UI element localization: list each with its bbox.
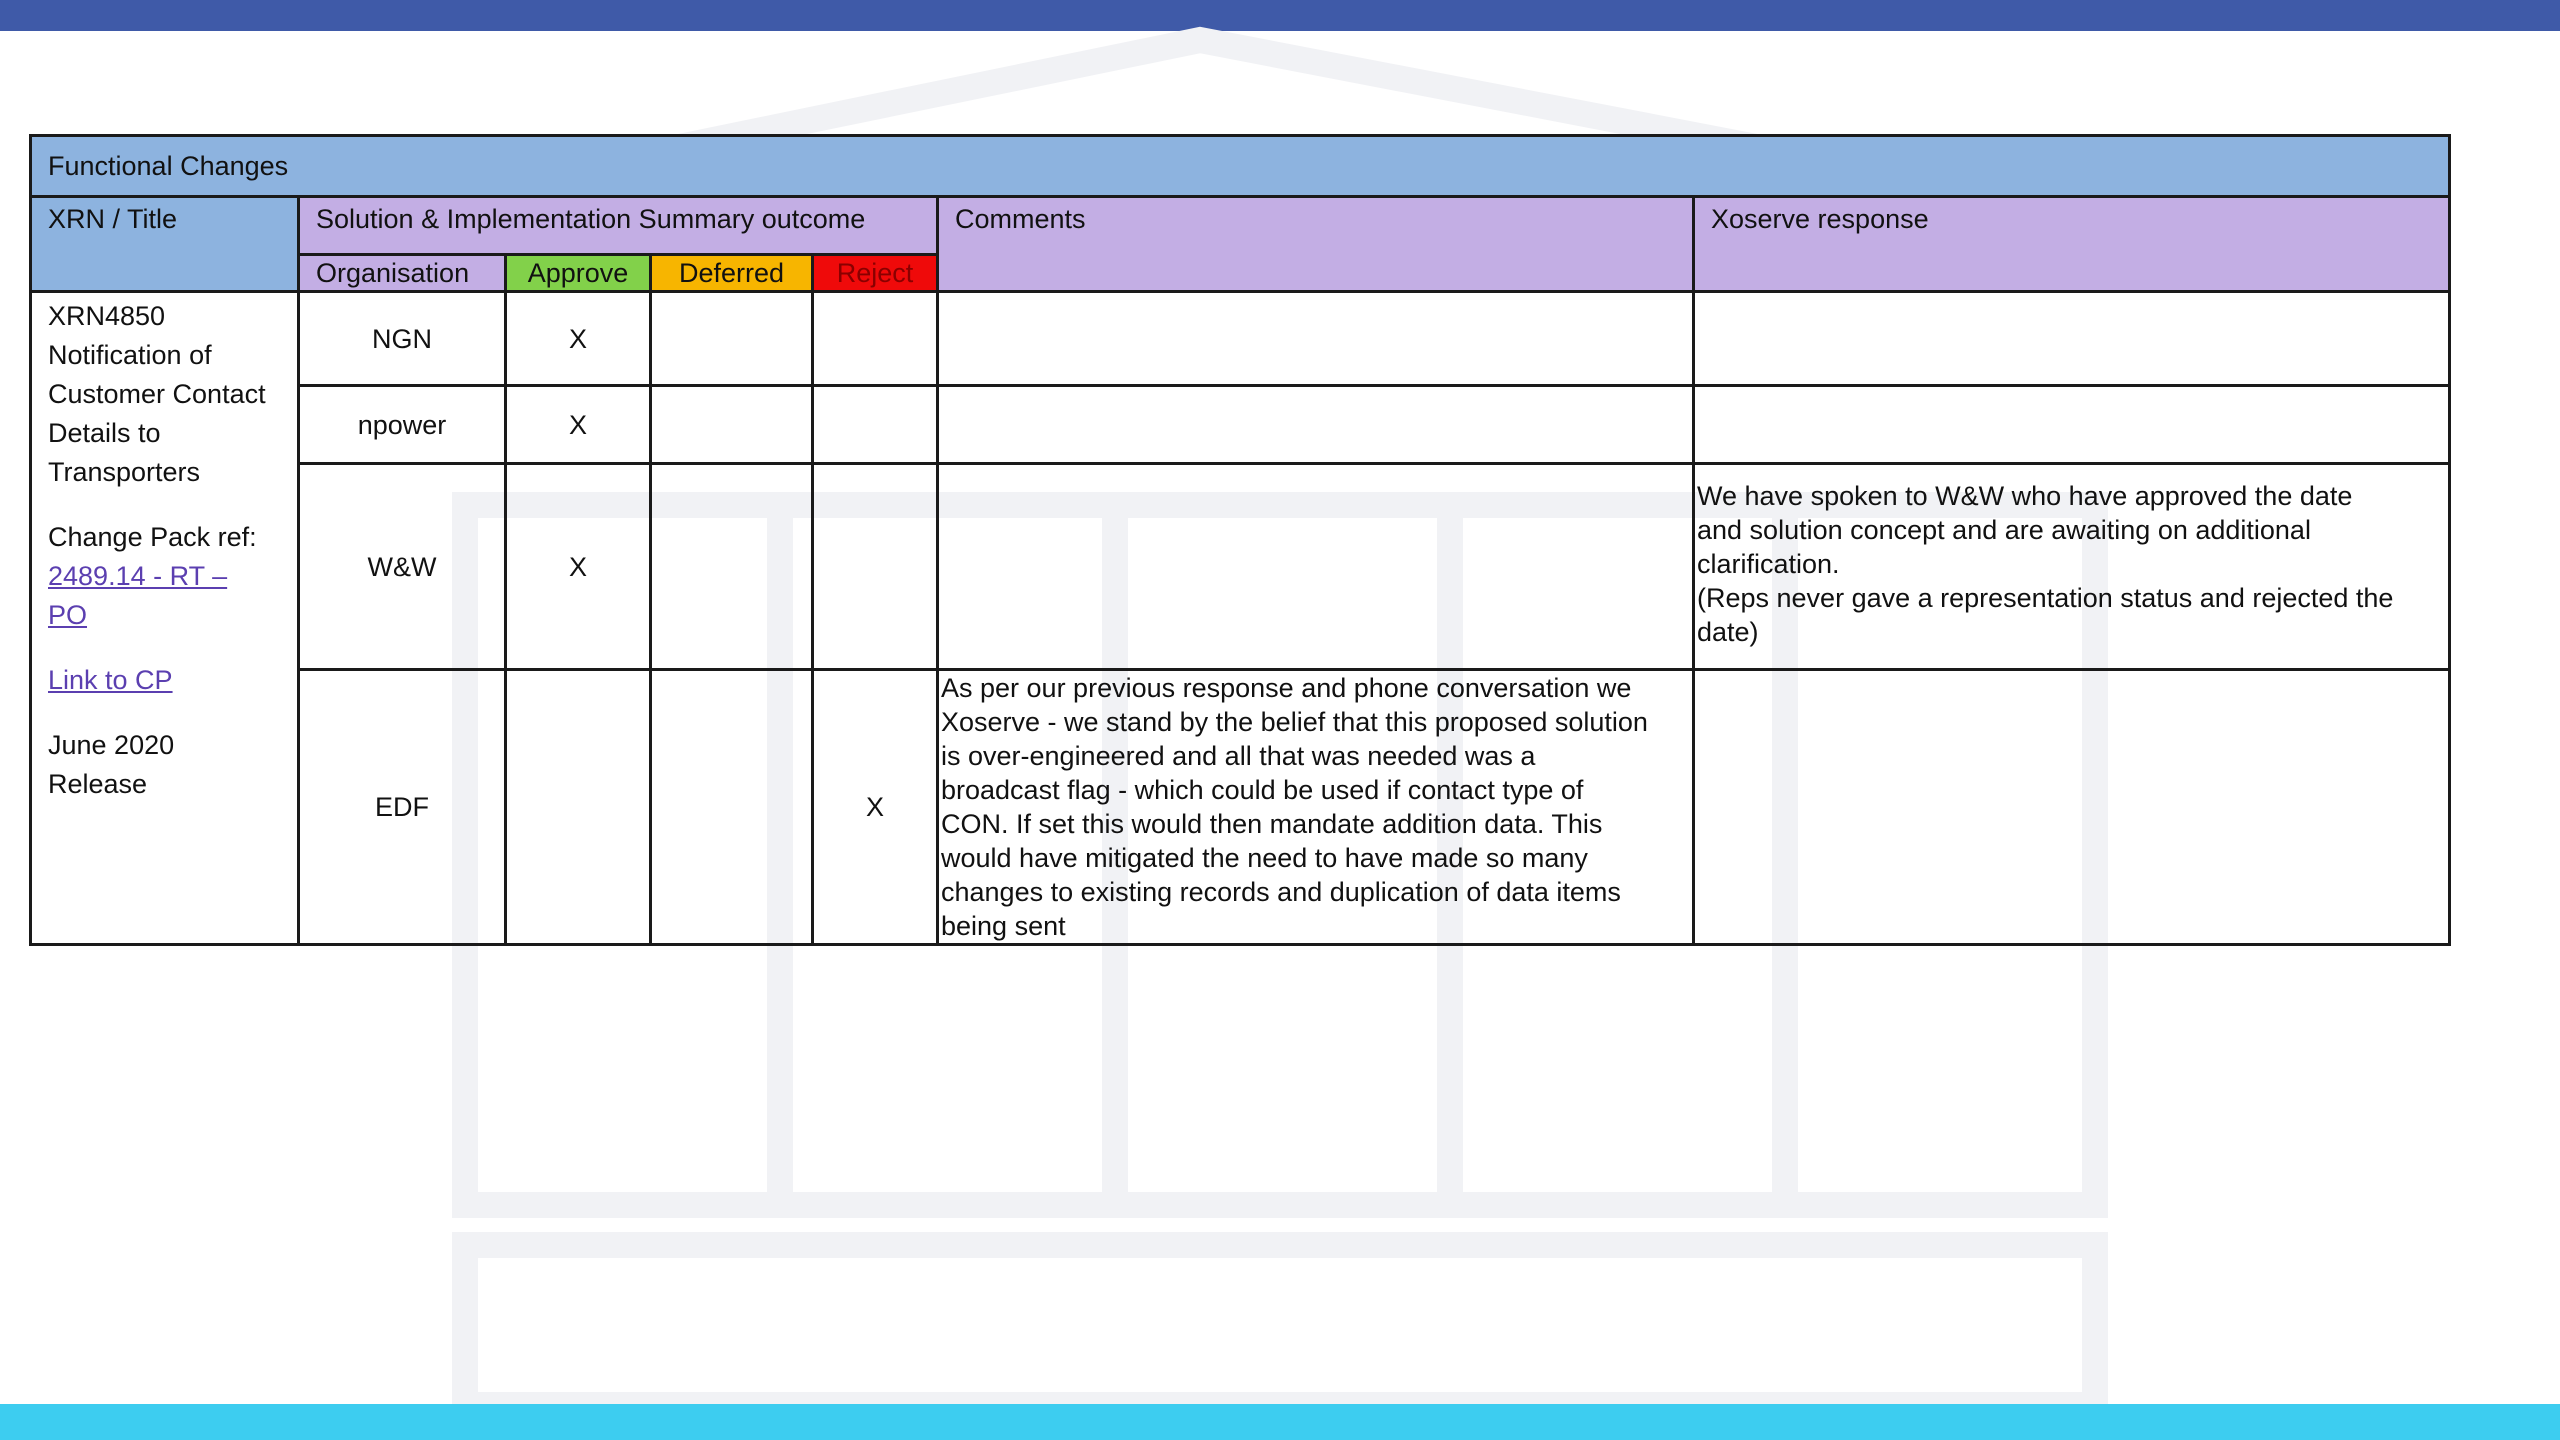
xoserve-response-cell [1694,670,2450,945]
reject-cell: X [813,670,938,945]
deferred-cell [651,386,813,464]
top-accent-bar [0,0,2560,31]
table-row [31,464,2450,670]
organisation-cell: W&W [299,464,506,670]
comment-line: changes to existing records and duplication of data items [941,877,1621,907]
response-line: clarification. [1697,549,1840,579]
xoserve-response-cell [1694,292,2450,386]
table-row [31,386,2450,464]
header-solution-summary: Solution & Implementation Summary outcome [299,197,938,255]
comments-cell [938,464,1694,670]
change-pack-ref-link[interactable] [48,557,281,635]
table-title: Functional Changes [31,136,2450,197]
reject-cell [813,386,938,464]
table-row [31,292,2450,386]
comment-line: Xoserve - we stand by the belief that this proposed solution [941,707,1648,737]
xrn-title-line: Notification of [48,340,212,370]
reject-cell [813,464,938,670]
reject-cell [813,292,938,386]
xrn-title-line: Details to [48,418,161,448]
comment-line: broadcast flag - which could be used if contact type of [941,775,1584,805]
organisation-cell: NGN [299,292,506,386]
functional-changes-table [29,134,2451,946]
header-approve: Approve [506,255,651,292]
header-comments: Comments [938,197,1694,292]
organisation-cell: EDF [299,670,506,945]
comments-cell [938,670,1694,945]
release-line: Release [48,769,148,799]
xoserve-response-cell [1694,464,2450,670]
comments-cell [938,386,1694,464]
header-reject: Reject [813,255,938,292]
approve-cell: X [506,464,651,670]
comments-cell [938,292,1694,386]
deferred-cell [651,292,813,386]
organisation-cell: npower [299,386,506,464]
response-line: and solution concept and are awaiting on additional [1697,515,2311,545]
change-pack-link-line[interactable]: PO [48,600,88,630]
approve-cell: X [506,386,651,464]
header-deferred: Deferred [651,255,813,292]
comment-line: CON. If set this would then mandate addition data. This [941,809,1603,839]
link-to-cp[interactable]: Link to CP [48,665,173,695]
comment-line: being sent [941,911,1066,941]
change-pack-link-line[interactable]: 2489.14 - RT – [48,561,228,591]
header-organisation: Organisation [299,255,506,292]
xrn-id: XRN4850 [48,301,166,331]
xrn-title-line: Customer Contact [48,379,266,409]
release-line: June 2020 [48,730,175,760]
header-xrn-title: XRN / Title [31,197,299,292]
response-line: We have spoken to W&W who have approved the date [1697,481,2353,511]
comment-line: As per our previous response and phone conversation we [941,673,1632,703]
response-line: date) [1697,617,1759,647]
response-line: (Reps never gave a representation status and rejected the [1697,583,2394,613]
xrn-title-line: Transporters [48,457,201,487]
deferred-cell [651,670,813,945]
xoserve-response-cell [1694,386,2450,464]
deferred-cell [651,464,813,670]
change-pack-label: Change Pack ref: [48,522,257,552]
comment-line: is over-engineered and all that was needed was a [941,741,1536,771]
comment-line: would have mitigated the need to have made so many [941,843,1588,873]
approve-cell [506,670,651,945]
approve-cell: X [506,292,651,386]
xrn-details-cell [31,292,299,945]
header-xoserve-response: Xoserve response [1694,197,2450,292]
table-row [31,670,2450,945]
bottom-accent-bar [0,1404,2560,1440]
